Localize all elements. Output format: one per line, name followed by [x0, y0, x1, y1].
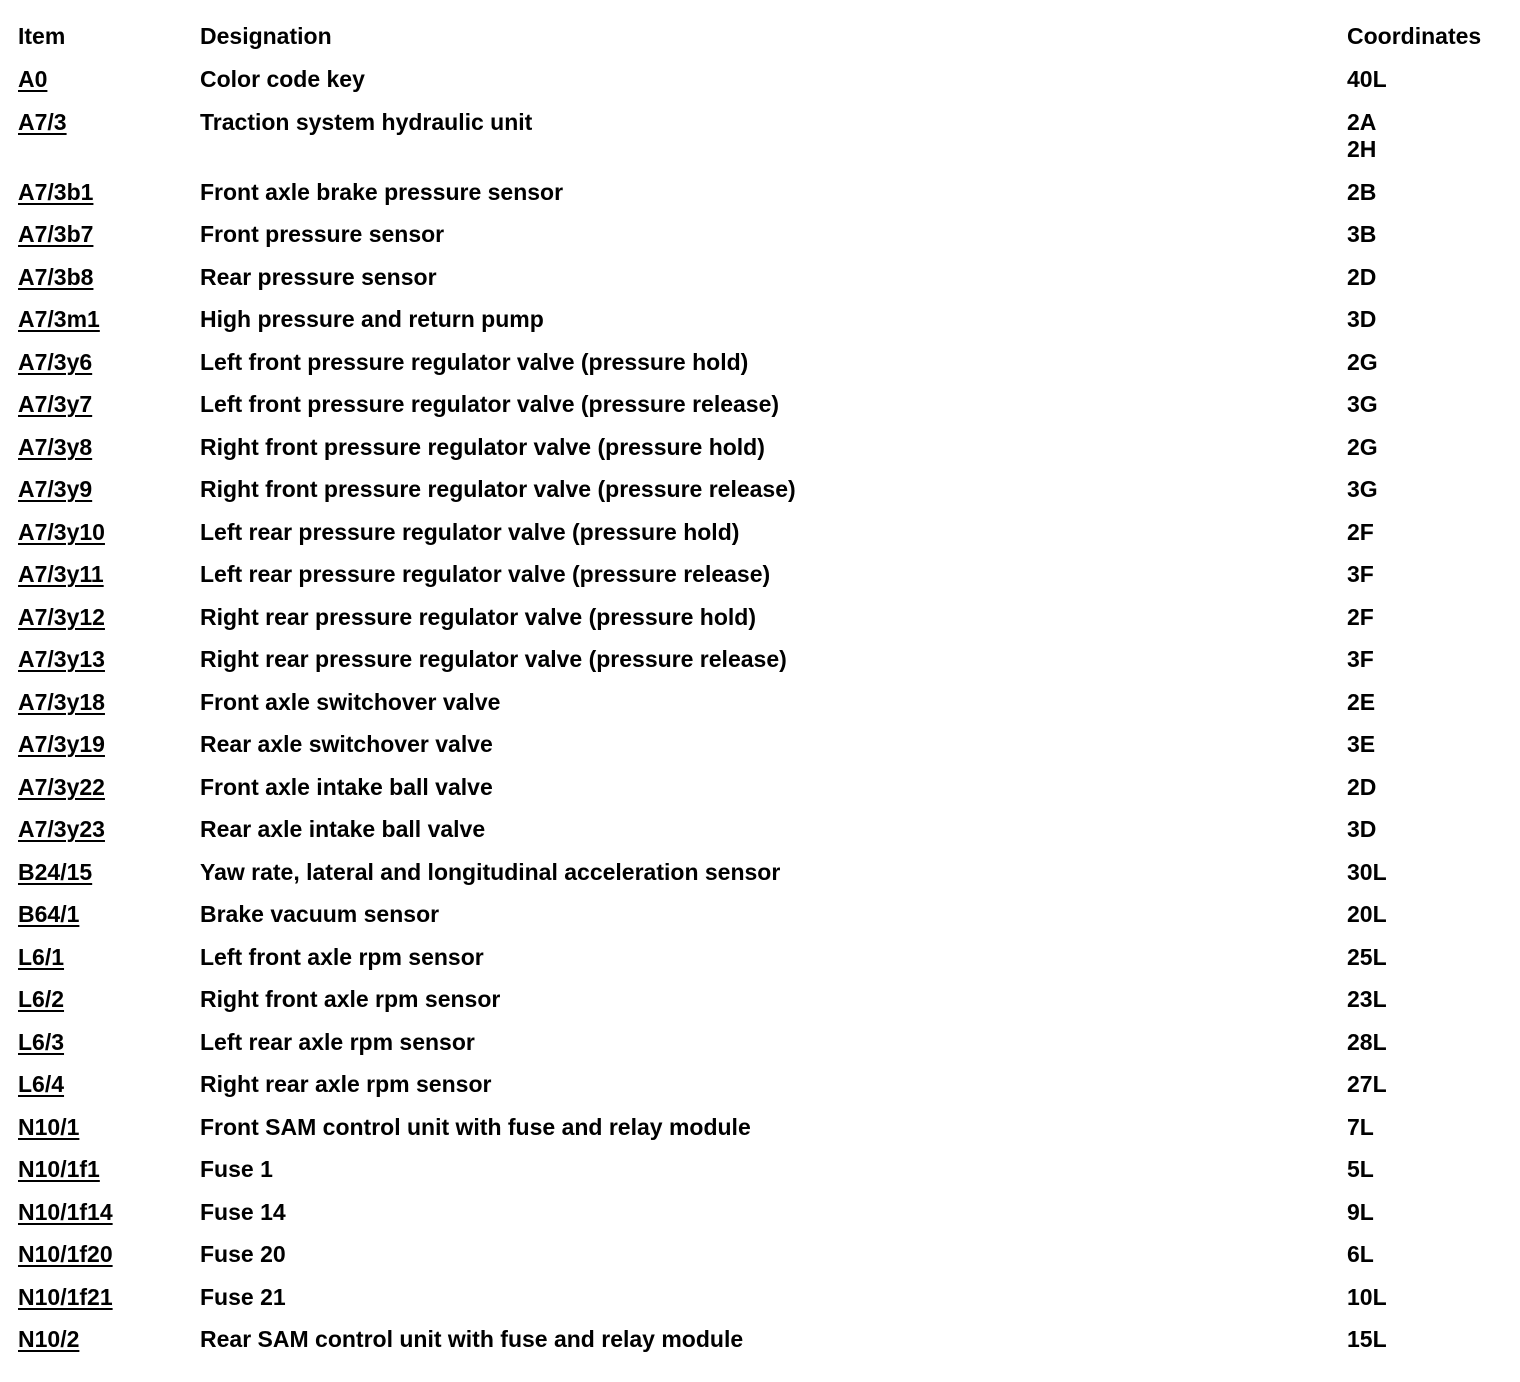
item-link[interactable]: A7/3y9: [18, 476, 93, 502]
designation-cell: Fuse 14: [200, 1198, 286, 1225]
designation-cell: Left front pressure regulator valve (pressure hold): [200, 348, 749, 375]
table-row: [18, 306, 1508, 349]
coordinate-value: 3F: [1347, 561, 1374, 587]
coordinates-cell: [1347, 604, 1517, 631]
coordinates-cell: [1347, 221, 1517, 248]
item-link[interactable]: L6/3: [18, 1028, 65, 1055]
coordinate-value: 25L: [1347, 943, 1387, 970]
designation-cell: Left front pressure regulator valve (pressure release): [200, 391, 780, 417]
item-link[interactable]: L6/1: [18, 943, 65, 970]
table-row: [18, 349, 1508, 392]
coordinate-value: 27L: [1347, 1071, 1387, 1097]
designation-cell: Right front pressure regulator valve (pressure hold): [200, 433, 765, 460]
table-row: [18, 859, 1508, 902]
designation-cell: Left rear pressure regulator valve (pressure release): [200, 561, 771, 587]
item-cell: [18, 901, 188, 928]
coordinates-cell: [1347, 434, 1517, 461]
item-cell: [18, 519, 188, 546]
item-link[interactable]: A7/3y13: [18, 646, 105, 672]
coordinate-value: 5L: [1347, 1156, 1374, 1182]
header-designation: Designation: [200, 23, 332, 49]
coordinate-value: 7L: [1347, 1113, 1374, 1140]
item-link[interactable]: A7/3y10: [18, 518, 105, 545]
table-row: [18, 689, 1508, 732]
item-cell: [18, 1241, 188, 1268]
item-link[interactable]: A7/3b7: [18, 221, 94, 247]
coordinate-value: 30L: [1347, 858, 1387, 885]
coordinates-cell: [1347, 986, 1517, 1013]
item-cell: [18, 1071, 188, 1098]
designation-cell: Rear axle intake ball valve: [200, 816, 486, 842]
coordinates-cell: [1347, 476, 1517, 503]
coordinates-cell: [1347, 646, 1517, 673]
item-link[interactable]: L6/2: [18, 986, 65, 1012]
designation-cell: Fuse 1: [200, 1156, 273, 1182]
table-row: [18, 1284, 1508, 1327]
item-link[interactable]: A7/3y11: [18, 561, 104, 587]
item-cell: [18, 306, 188, 333]
coordinates-cell: [1347, 1199, 1517, 1226]
table-row: [18, 1241, 1508, 1284]
designation-cell: Traction system hydraulic unit: [200, 108, 533, 135]
designation-cell: Front axle switchover valve: [200, 688, 501, 715]
table-row: [18, 1071, 1508, 1114]
coordinates-cell: [1347, 66, 1517, 93]
table-row: [18, 1199, 1508, 1242]
item-cell: [18, 774, 188, 801]
coordinates-cell: [1347, 179, 1517, 206]
table-row: [18, 604, 1508, 647]
designation-cell: Rear pressure sensor: [200, 263, 437, 290]
table-row: [18, 221, 1508, 264]
item-link[interactable]: A7/3b1: [18, 178, 94, 205]
item-cell: [18, 109, 188, 136]
coordinate-value: 10L: [1347, 1283, 1387, 1310]
designation-cell: Left front axle rpm sensor: [200, 943, 484, 970]
designation-cell: Brake vacuum sensor: [200, 901, 440, 927]
item-cell: [18, 859, 188, 886]
designation-cell: Right rear pressure regulator valve (pressure hold): [200, 603, 757, 630]
designation-cell: Fuse 20: [200, 1241, 286, 1267]
header-item: Item: [18, 23, 66, 49]
coordinates-cell: [1347, 1114, 1517, 1141]
coordinate-value: 3E: [1347, 731, 1376, 757]
coordinate-value: 2H: [1347, 135, 1377, 162]
item-link[interactable]: N10/1: [18, 1113, 80, 1140]
item-link[interactable]: A7/3y23: [18, 816, 105, 842]
item-link[interactable]: L6/4: [18, 1071, 65, 1097]
coordinate-value: 3G: [1347, 476, 1378, 502]
coordinates-cell: [1347, 944, 1517, 971]
coordinate-value: 2G: [1347, 348, 1378, 375]
item-cell: [18, 1156, 188, 1183]
coordinate-value: 2D: [1347, 773, 1377, 800]
item-link[interactable]: B64/1: [18, 901, 80, 927]
designation-cell: Front axle intake ball valve: [200, 773, 493, 800]
table-row: [18, 774, 1508, 817]
table-row: [18, 1114, 1508, 1157]
table-row: [18, 264, 1508, 307]
table-header: [18, 23, 1508, 66]
table-row: [18, 519, 1508, 562]
item-link[interactable]: N10/1f21: [18, 1283, 113, 1310]
table-row: [18, 901, 1508, 944]
coordinates-cell: [1347, 1071, 1517, 1098]
item-cell: [18, 434, 188, 461]
item-link[interactable]: A7/3: [18, 108, 67, 135]
item-link[interactable]: A0: [18, 66, 48, 92]
coordinate-value: 3D: [1347, 306, 1377, 332]
item-cell: [18, 986, 188, 1013]
table-row: [18, 1326, 1508, 1369]
coordinate-value: 2G: [1347, 433, 1378, 460]
item-cell: [18, 1326, 188, 1353]
coordinates-cell: [1347, 731, 1517, 758]
coordinate-value: 9L: [1347, 1198, 1374, 1225]
item-link[interactable]: A7/3y18: [18, 688, 105, 715]
item-link[interactable]: A7/3y8: [18, 433, 93, 460]
coordinate-value: 2B: [1347, 178, 1377, 205]
coordinate-value: 2F: [1347, 518, 1374, 545]
designation-cell: Fuse 21: [200, 1283, 286, 1310]
item-cell: [18, 689, 188, 716]
table-row: [18, 66, 1508, 109]
designation-cell: Right front pressure regulator valve (pressure release): [200, 476, 796, 502]
item-link[interactable]: N10/1f1: [18, 1156, 100, 1182]
table-row: [18, 109, 1508, 179]
designation-cell: Right rear pressure regulator valve (pressure release): [200, 646, 787, 672]
table-row: [18, 476, 1508, 519]
item-link[interactable]: B24/15: [18, 858, 93, 885]
item-cell: [18, 1114, 188, 1141]
table-row: [18, 1156, 1508, 1199]
coordinate-value: 2D: [1347, 263, 1377, 290]
coordinates-cell: [1347, 1241, 1517, 1268]
item-link[interactable]: A7/3m1: [18, 306, 100, 332]
coordinates-cell: [1347, 901, 1517, 928]
designation-cell: Rear SAM control unit with fuse and relay module: [200, 1326, 744, 1352]
item-cell: [18, 221, 188, 248]
coordinate-value: 2E: [1347, 688, 1376, 715]
item-cell: [18, 349, 188, 376]
coordinate-value: 6L: [1347, 1241, 1374, 1267]
item-link[interactable]: N10/1f14: [18, 1198, 113, 1225]
designation-cell: Front SAM control unit with fuse and relay module: [200, 1113, 751, 1140]
table-row: [18, 1029, 1508, 1072]
item-cell: [18, 391, 188, 418]
table-row: [18, 944, 1508, 987]
item-cell: [18, 646, 188, 673]
designation-cell: Yaw rate, lateral and longitudinal acceleration sensor: [200, 858, 781, 885]
designation-cell: Color code key: [200, 66, 365, 92]
coordinates-cell: [1347, 349, 1517, 376]
designation-cell: Right front axle rpm sensor: [200, 986, 501, 1012]
coordinates-cell: [1347, 689, 1517, 716]
item-cell: [18, 731, 188, 758]
header-coordinates: Coordinates: [1347, 23, 1482, 49]
designation-cell: Left rear pressure regulator valve (pressure hold): [200, 518, 740, 545]
coordinate-value: 3D: [1347, 816, 1377, 842]
designation-cell: Left rear axle rpm sensor: [200, 1028, 475, 1055]
coordinates-cell: [1347, 391, 1517, 418]
item-link[interactable]: A7/3y22: [18, 773, 105, 800]
item-cell: [18, 604, 188, 631]
item-cell: [18, 476, 188, 503]
item-link[interactable]: A7/3y12: [18, 603, 105, 630]
item-cell: [18, 944, 188, 971]
table-row: [18, 179, 1508, 222]
item-link[interactable]: A7/3y6: [18, 348, 93, 375]
designation-cell: High pressure and return pump: [200, 306, 544, 332]
item-link[interactable]: A7/3y19: [18, 731, 105, 757]
item-link[interactable]: A7/3b8: [18, 263, 94, 290]
coordinates-cell: [1347, 1326, 1517, 1353]
coordinates-cell: [1347, 109, 1517, 163]
designation-cell: Front axle brake pressure sensor: [200, 178, 564, 205]
table-row: [18, 646, 1508, 689]
coordinate-value: 40L: [1347, 66, 1387, 92]
coordinates-cell: [1347, 816, 1517, 843]
coordinate-value: 28L: [1347, 1028, 1387, 1055]
coordinates-cell: [1347, 519, 1517, 546]
table-row: [18, 434, 1508, 477]
coordinates-cell: [1347, 306, 1517, 333]
item-link[interactable]: A7/3y7: [18, 391, 93, 417]
item-cell: [18, 816, 188, 843]
item-cell: [18, 264, 188, 291]
table-row: [18, 391, 1508, 434]
table-row: [18, 731, 1508, 774]
item-cell: [18, 1029, 188, 1056]
coordinates-cell: [1347, 774, 1517, 801]
coordinates-cell: [1347, 561, 1517, 588]
coordinate-value: 3B: [1347, 221, 1377, 247]
coordinates-cell: [1347, 264, 1517, 291]
item-cell: [18, 561, 188, 588]
table-row: [18, 986, 1508, 1029]
coordinate-value: 2F: [1347, 603, 1374, 630]
designation-cell: Front pressure sensor: [200, 221, 445, 247]
item-cell: [18, 66, 188, 93]
item-cell: [18, 179, 188, 206]
coordinates-cell: [1347, 1156, 1517, 1183]
coordinate-value: 15L: [1347, 1326, 1387, 1352]
item-link[interactable]: N10/2: [18, 1326, 80, 1352]
coordinate-value: 3G: [1347, 391, 1378, 417]
item-link[interactable]: N10/1f20: [18, 1241, 113, 1267]
item-cell: [18, 1199, 188, 1226]
coordinate-value: 2A: [1347, 108, 1377, 135]
coordinate-value: 3F: [1347, 646, 1374, 672]
item-cell: [18, 1284, 188, 1311]
designation-cell: Right rear axle rpm sensor: [200, 1071, 492, 1097]
table-row: [18, 816, 1508, 859]
coordinates-cell: [1347, 1029, 1517, 1056]
component-legend-table: [18, 23, 1508, 1369]
coordinate-value: 20L: [1347, 901, 1387, 927]
designation-cell: Rear axle switchover valve: [200, 731, 493, 757]
table-row: [18, 561, 1508, 604]
coordinate-value: 23L: [1347, 986, 1387, 1012]
coordinates-cell: [1347, 859, 1517, 886]
coordinates-cell: [1347, 1284, 1517, 1311]
table-body: [18, 66, 1508, 1369]
